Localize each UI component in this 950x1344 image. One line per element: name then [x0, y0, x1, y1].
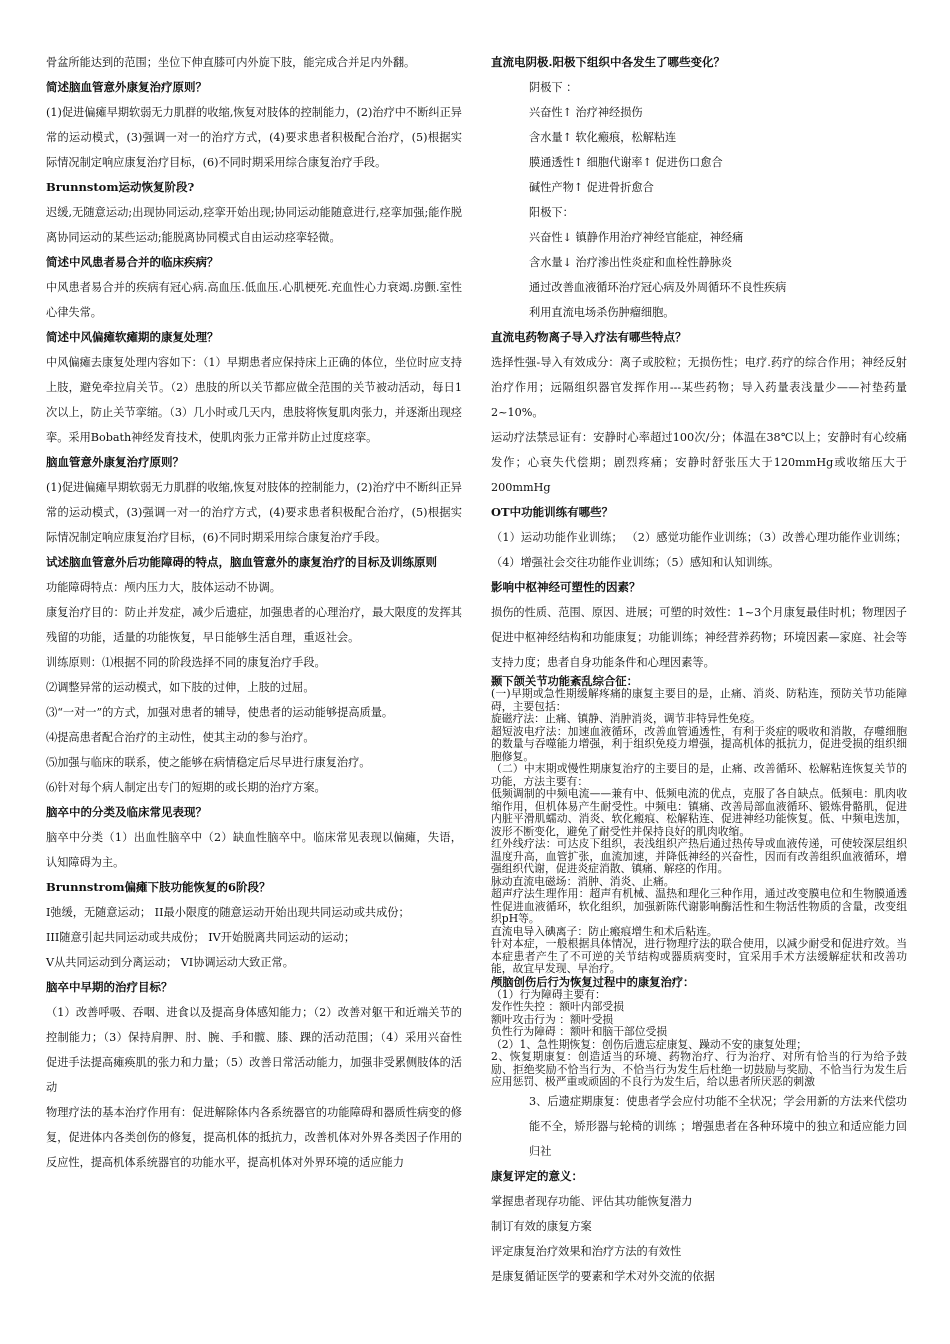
dense-paragraph: （1）行为障碍主要有：	[491, 987, 606, 1001]
dense-paragraph: 直流电导入碘离子：防止瘢痕增生和术后粘连。	[491, 924, 718, 938]
paragraph: 损伤的性质、范围、原因、进展；可塑的时效性：1~3个月康复最佳时机；物理因子促进中枢神经结构和功能康复；功能训练；神经营养药物；环境因素—家庭、社会等支持力度；患者自身功能条件和心理因素等。	[491, 606, 907, 669]
section-heading: 脑卒中的分类及临床常见表现？	[46, 805, 207, 819]
dense-paragraph: 低频调制的中频电流——兼有中、低频电流的优点，克服了各自缺点。低频电：肌肉收缩作用，但机体易产生耐受性。中频电：镇痛、改善局部血液循环、锻炼骨骼肌，促进内脏平滑肌蠕动、消炎、软化瘢痕、松解粘连、促进神经功能恢复。低、中频电迭加，波形不断变化，避免了耐受性并保持良好的肌肉收缩。	[491, 787, 907, 838]
left-column	[46, 50, 462, 1175]
paragraph: 选择性强-导入有效成分：离子或胶粒；无损伤性；电疗.药疗的综合作用；神经反射治疗作用；远隔组织器官发挥作用---某些药物；导入药量表浅量少——衬垫药量2~10%。	[491, 356, 907, 419]
dense-paragraph: 2、恢复期康复：创造适当的环境、药物治疗、行为治疗、对所有恰当的行为给予鼓励、拒绝奖励不恰当行为、不恰当行为发生后杜绝一切鼓励与奖励、不恰当行为发生后应用惩罚、极严重或顽固的不良行为发生后，给以患者所厌恶的刺激	[491, 1050, 907, 1088]
paragraph: ⑶“一对一”的方式，加强对患者的辅导，使患者的运动能够提高质量。	[46, 706, 394, 719]
section-heading: 直流电药物离子导入疗法有哪些特点？	[491, 330, 687, 344]
dense-paragraph: （二）中末期或慢性期康复治疗的主要目的是，止痛、改善循环、松解粘连恢复关节的功能，方法主要有：	[491, 762, 907, 788]
dense-paragraph: 红外线疗法：可达皮下组织，表浅组织产热后通过热传导或血液传递，可使较深层组织温度升高，血管扩张，血流加速，并降低神经的兴奋性，因而有改善组织血液循环，增强组织代谢，促进炎症消散、镇痛、解痉的作用。	[491, 837, 907, 875]
section-heading: 颅脑创伤后行为恢复过程中的康复治疗：	[491, 974, 695, 989]
paragraph: 中风患者易合并的疾病有冠心病.高血压.低血压.心肌梗死.充血性心力衰竭.房颤.室性心律失常。	[46, 281, 462, 319]
dense-paragraph: (一)早期或急性期缓解疼痛的康复主要目的是，止痛、消炎、防粘连，预防关节功能障碍，主要包括：	[491, 687, 907, 713]
paragraph: （1）改善呼吸、吞咽、进食以及提高身体感知能力；（2）改善对躯干和近端关节的控制能力；（3）保持肩胛、肘、腕、手和髋、膝、踝的活动范围；（4）采用兴奋性促进手法提高瘫痪肌的张力和力量；（5）改善日常活动能力，加强非受累侧肢体的活动	[46, 1006, 462, 1094]
paragraph: 骨盆所能达到的范围；坐位下伸直膝可内外旋下肢，能完成合并足内外翻。	[46, 56, 416, 69]
paragraph: V从共同运动到分离运动； VI协调运动大致正常。	[46, 956, 294, 969]
indented-line: 阳极下：	[529, 206, 574, 219]
section-heading: 直流电阴极.阳极下组织中各发生了哪些变化？	[491, 55, 726, 69]
indented-line: 兴奋性↓ 镇静作用治疗神经官能症，神经痛	[529, 231, 744, 244]
paragraph: 中风偏瘫去康复处理内容如下：（1）早期患者应保持床上正确的体位，坐位时应支持上肢，避免牵拉肩关节。（2）患肢的所以关节都应做全范围的关节被动活动，每日1次以上，防止关节挛缩。（3）几小时或几天内，患肢将恢复肌肉张力，并逐渐出现痉挛。采用Bobath神经发育技术，使肌肉张力正常并防止过度痉挛。	[46, 356, 462, 444]
section-heading: 简述脑血管意外康复治疗原则？	[46, 80, 207, 94]
paragraph: (1)促进偏瘫早期软弱无力肌群的收缩,恢复对肢体的控制能力，(2)治疗中不断纠正异常的运动模式，(3)强调一对一的治疗方式，(4)要求患者积极配合治疗，(5)根据实际情况制定响应康复治疗目标，(6)不同时期采用综合康复治疗手段。	[46, 106, 462, 169]
indented-line: 膜通透性↑ 细胞代谢率↑ 促进伤口愈合	[529, 156, 723, 169]
indented-line: 3、后遗症期康复：使患者学会应付功能不全状况；学会用新的方法来代偿功能不全，矫形器与轮椅的训练 ；增强患者在各种环境中的独立和适应能力回归社	[529, 1094, 907, 1158]
indented-line: 含水量↓ 治疗渗出性炎症和血栓性静脉炎	[529, 256, 733, 269]
dense-paragraph: 超声疗法生理作用：超声有机械、温热和理化三种作用，通过改变膜电位和生物膜通透性促进血液循环，软化组织，加强新陈代谢影响酶活性和生物活性物质的含量，改变组织pH等。	[491, 887, 907, 925]
dense-paragraph: 额叶攻击行为 ：额叶受损	[491, 1012, 614, 1026]
section-heading: Brunnstrom偏瘫下肢功能恢复的6阶段？	[46, 880, 271, 894]
paragraph: ⑹针对每个病人制定出专门的短期的或长期的治疗方案。	[46, 781, 326, 794]
paragraph: 是康复循证医学的要素和学术对外交流的依据	[491, 1269, 715, 1283]
section-heading: 影响中枢神经可塑性的因素？	[491, 580, 641, 594]
paragraph: 物理疗法的基本治疗作用有：促进解除体内各系统器官的功能障碍和器质性病变的修复，促进体内各类创伤的修复，提高机体的抵抗力，改善机体对外界各类因子作用的反应性，提高机体系统器官的功能水平，提高机体对外界环境的适应能力	[46, 1106, 462, 1169]
dense-paragraph: 旋磁疗法：止痛、镇静、消肿消炎，调节非特异性免疫。	[491, 712, 761, 725]
section-heading: 简述中风偏瘫软瘫期的康复处理？	[46, 330, 219, 344]
section-heading: 脑血管意外康复治疗原则？	[46, 455, 184, 469]
paragraph: 制订有效的康复方案	[491, 1219, 592, 1233]
paragraph: III随意引起共同运动或共成份； IV开始脱离共同运动的运动；	[46, 931, 356, 944]
paragraph: I弛缓，无随意运动； II最小限度的随意运动开始出现共同运动或共成份；	[46, 906, 410, 919]
dense-paragraph: 发作性失控 ：额叶内部受损	[491, 1000, 624, 1013]
paragraph: 训练原则：⑴根据不同的阶段选择不同的康复治疗手段。	[46, 656, 326, 669]
paragraph: 康复治疗目的：防止并发症，减少后遗症，加强患者的心理治疗，最大限度的发挥其残留的功能，适量的功能恢复，早日能够生活自理，重返社会。	[46, 606, 462, 644]
paragraph: 评定康复治疗效果和治疗方法的有效性	[491, 1244, 682, 1258]
right-column	[491, 50, 907, 1289]
section-heading: 康复评定的意义：	[491, 1168, 583, 1183]
section-heading: 试述脑血管意外后功能障碍的特点，脑血管意外的康复治疗的目标及训练原则	[46, 555, 437, 569]
paragraph: 掌握患者现存功能、评估其功能恢复潜力	[491, 1194, 693, 1208]
indented-line: 碱性产物↑ 促进骨折愈合	[529, 181, 654, 194]
indented-line: 利用直流电场杀伤肿瘤细胞。	[529, 306, 675, 319]
section-heading: Brunnstom运动恢复阶段?	[46, 180, 195, 194]
paragraph: 脑卒中分类（1）出血性脑卒中（2）缺血性脑卒中。临床常见表现以偏瘫，失语，认知障碍为主。	[46, 831, 462, 869]
paragraph: 迟缓,无随意运动;出现协同运动,痉挛开始出现;协同运动能随意进行,痉挛加强;能作脱离协同运动的某些运动;能脱离协同模式自由运动痉挛轻微。	[46, 206, 462, 244]
indented-line: 兴奋性↑ 治疗神经损伤	[529, 106, 643, 119]
dense-paragraph: 负性行为障碍 ：额叶和脑干部位受损	[491, 1025, 668, 1038]
paragraph: （1）运动功能作业训练； （2）感觉功能作业训练；（3）改善心理功能作业训练； （4）增强社会交往功能作业训练；（5）感知和认知训练。	[491, 531, 907, 569]
indented-line: 通过改善血液循环治疗冠心病及外周循环不良性疾病	[529, 281, 787, 294]
section-heading: 颞下颌关节功能紊乱综合征：	[491, 674, 638, 688]
section-heading: 简述中风患者易合并的临床疾病？	[46, 255, 219, 269]
dense-paragraph: 脉动直流电磁场：消肿、消炎、止痛。	[491, 874, 675, 888]
paragraph: 功能障碍特点：颅内压力大，肢体运动不协调。	[46, 581, 281, 594]
section-heading: 脑卒中早期的治疗目标？	[46, 980, 173, 994]
paragraph: ⑵调整异常的运动模式，如下肢的过伸，上肢的过屈。	[46, 681, 315, 694]
dense-paragraph: 超短波电疗法：加速血液循环，改善血管通透性，有利于炎症的吸收和消散，存噬细胞的数量与吞噬能力增强，利于组织免疫力增强，提高机体的抵抗力，促进受损的组织细胞修复。	[491, 724, 907, 763]
indented-line: 含水量↑ 软化瘢痕，松解粘连	[529, 131, 677, 144]
dense-paragraph: （2）1、急性期恢复：创伤后遗忘症康复、躁动不安的康复处理；	[491, 1037, 808, 1051]
paragraph: ⑸加强与临床的联系，使之能够在病情稳定后尽早进行康复治疗。	[46, 756, 371, 769]
dense-paragraph: 针对本症，一般根据具体情况，进行物理疗法的联合使用，以减少耐受和促进疗效。当本症患者产生了不可逆的关节结构或器质病变时，宜采用手术方法缓解症状和改善功能，故宜早发现、早治疗。	[491, 937, 907, 975]
indented-line: 阴极下 ：	[529, 81, 578, 94]
section-heading: OT中功能训练有哪些？	[491, 505, 614, 519]
paragraph: ⑷提高患者配合治疗的主动性，使其主动的参与治疗。	[46, 731, 315, 744]
paragraph: (1)促进偏瘫早期软弱无力肌群的收缩,恢复对肢体的控制能力，(2)治疗中不断纠正异常的运动模式，(3)强调一对一的治疗方式，(4)要求患者积极配合治疗，(5)根据实际情况制定响应康复治疗目标，(6)不同时期采用综合康复治疗手段。	[46, 481, 462, 544]
paragraph: 运动疗法禁忌证有：安静时心率超过100次/分；体温在38℃以上；安静时有心绞痛发作；心衰失代偿期；剧烈疼痛；安静时舒张压大于120mmHg或收缩压大于200mmHg	[491, 431, 907, 494]
